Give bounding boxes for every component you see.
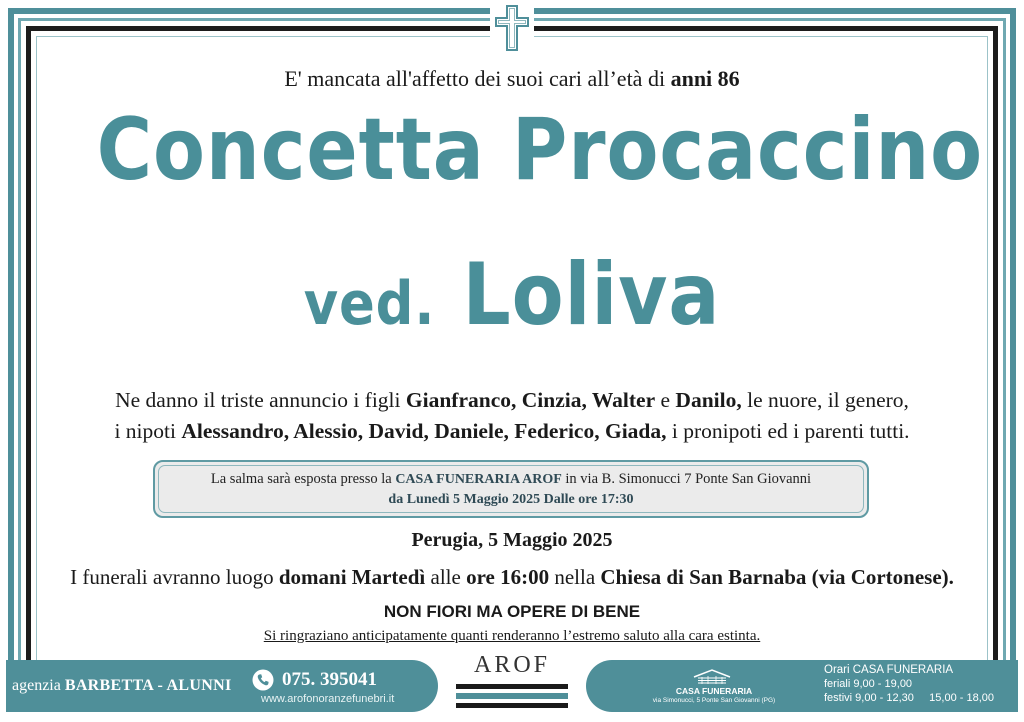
viewing-text-1: La salma sarà esposta presso la	[210, 471, 392, 487]
agency-prefix: agenzia	[12, 677, 61, 694]
phone-icon	[252, 669, 274, 691]
grandchildren-names: Alessandro, Alessio, David, Daniele, Federico, Giada,	[181, 419, 667, 443]
funeral-home-footer	[586, 660, 1018, 712]
children-names-1: Gianfranco, Cinzia, Walter	[405, 388, 656, 412]
intro-line	[40, 66, 984, 92]
building-icon	[690, 668, 734, 686]
viewing-line	[155, 469, 867, 490]
no-flowers-notice: NON FIORI MA OPERE DI BENE	[383, 602, 641, 621]
agency-name: BARBETTA - ALUNNI	[64, 677, 232, 694]
logo-bar-top	[456, 684, 568, 689]
announce-text-2: e	[660, 388, 671, 412]
deceased-name: Concetta Procaccino	[96, 100, 983, 200]
announce-text-5: i pronipoti ed i parenti tutti.	[671, 419, 910, 443]
agency-label	[12, 677, 231, 695]
married-name-line	[97, 245, 928, 345]
funeral-home-address: via Simonucci, 5 Ponte San Giovanni (PG)	[652, 697, 776, 704]
phone-number[interactable]: 075. 395041	[282, 669, 377, 690]
age: anni 86	[670, 66, 740, 91]
funeral-time: ore 16:00	[466, 565, 550, 589]
hours-weekdays: feriali 9,00 - 19,00	[824, 678, 913, 690]
arof-logo-text: AROF	[473, 652, 551, 678]
funeral-day: domani Martedì	[278, 565, 426, 589]
funeral-home-title: CASA FUNERARIA	[675, 686, 753, 696]
funeral-text-1: I funerali avranno luogo	[70, 565, 274, 589]
widow-prefix: ved.	[303, 269, 436, 339]
viewing-text-2: in via B. Simonucci 7 Ponte San Giovanni	[565, 471, 812, 487]
viewing-info-box	[153, 460, 869, 518]
agency-footer	[6, 660, 438, 712]
married-name: Loliva	[462, 245, 721, 345]
thanks-text: Si ringraziano anticipatamente quanti renderanno l’estremo saluto alla cara estinta.	[263, 628, 761, 644]
logo-bar-bottom	[456, 703, 568, 708]
viewing-date: da Lunedì 5 Maggio 2025 Dalle ore 17:30	[388, 492, 634, 507]
logo-bar-middle	[456, 693, 568, 699]
funeral-info	[40, 565, 984, 590]
cross-icon	[490, 2, 534, 54]
city-date: Perugia, 5 Maggio 2025	[411, 529, 613, 551]
website-link[interactable]: www.arofonoranzefunebri.it	[261, 693, 395, 705]
viewing-place: CASA FUNERARIA AROF	[395, 472, 562, 487]
funeral-church: Chiesa di San Barnaba (via Cortonese).	[600, 565, 954, 589]
hours-title: Orari CASA FUNERARIA	[824, 664, 954, 676]
intro-text: E' mancata all'affetto dei suoi cari all’età di	[284, 66, 666, 91]
funeral-text-3: nella	[554, 565, 596, 589]
thanks-line	[40, 628, 984, 645]
arof-logo	[450, 652, 574, 679]
children-names-2: Danilo,	[675, 388, 742, 412]
announcement	[40, 385, 984, 447]
announce-text-4: i nipoti	[114, 419, 176, 443]
announce-text-3: le nuore, il genero,	[747, 388, 909, 412]
funeral-text-2: alle	[430, 565, 461, 589]
hours-holidays: festivi 9,00 - 12,30 15,00 - 18,00	[824, 692, 994, 704]
announce-text-1: Ne danno il triste annuncio i figli	[115, 388, 401, 412]
